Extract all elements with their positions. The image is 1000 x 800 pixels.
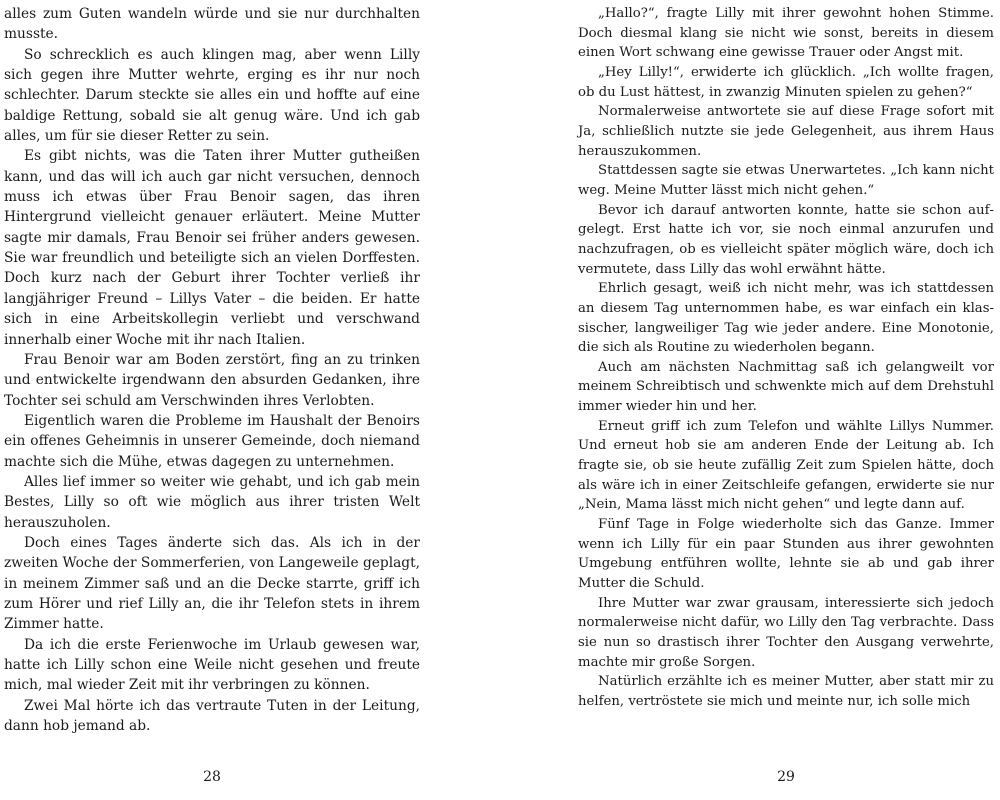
paragraph: Erneut griff ich zum Telefon und wählte Lillys Nummer. Und erneut hob sie am anderen Ende der Leitung ab. Ich fragte sie, ob sie heute zufällig Zeit zum Spielen hätte, doch als wäre ich in einer Zeitschleife gefangen, erwiderte sie nur „Nein, Mama lässt mich nicht gehen“ und legte dann auf. <box>578 418 994 513</box>
right-page-text <box>578 4 994 712</box>
paragraph: Normalerweise antwortete sie auf diese Frage sofort mit Ja, schließlich nutzte sie jede Gelegenheit, aus ihrem Haus herauszukommen. <box>578 104 994 159</box>
paragraph: Eigentlich waren die Probleme im Haushalt der Benoirs ein offenes Geheimnis in unserer Gemeinde, doch niemand machte sich die Mühe, etwas dagegen zu unternehmen. <box>4 412 420 470</box>
paragraph: „Hallo?“, fragte Lilly mit ihrer gewohnt hohen Stimme. Doch diesmal klang sie nicht wie sonst, bereits in diesem einen Wort schwang eine gewisse Trauer oder Angst mit. <box>578 6 994 61</box>
left-page <box>4 0 420 800</box>
paragraph: Doch eines Tages änderte sich das. Als ich in der zweiten Woche der Sommerferien, von Langeweile geplagt, in meinem Zimmer saß und an die Decke starrte, griff ich zum Hörer und rief Lilly an, die ihr Telefon stets in ihrem Zimmer hatte. <box>4 534 420 633</box>
paragraph: alles zum Guten wandeln würde und sie nur durchhalten musste. <box>4 6 420 43</box>
paragraph: Es gibt nichts, was die Taten ihrer Mutter gutheißen kann, und das will ich auch gar nicht versuchen, dennoch muss ich etwas über Frau Benoir sagen, das ihren Hintergrund vielleicht genauer erläutert. Meine Mutter sagte mir damals, Frau Benoir sei früher anders gewesen. Sie war freundlich und beteiligte sich an vielen Dorffesten. Doch kurz nach der Geburt ihrer Tochter verließ ihr langjähriger Freund – Lillys Vater – die beiden. Er hatte sich in eine Arbeitskollegin verliebt und verschwand innerhalb einer Woche mit ihr nach Italien. <box>4 148 420 348</box>
paragraph: Auch am nächsten Nachmittag saß ich gelangweilt vor meinem Schreibtisch und schwenkte mich auf dem Drehstuhl immer wieder hin und her. <box>578 359 994 415</box>
paragraph: Fünf Tage in Folge wiederholte sich das Ganze. Immer wenn ich Lilly für ein paar Stunden aus ihrer gewohnten Umgebung entführen wollte, lehnte sie ab und gab ihrer Mutter die Schuld. <box>578 517 994 592</box>
paragraph: So schrecklich es auch klingen mag, aber wenn Lilly sich gegen ihre Mutter wehrte, erging es ihr nur noch schlechter. Darum steckte sie alles ein und hoffte auf eine baldige Rettung, sobald sie alt genug wäre. Und ich gab alles, um für sie dieser Retter zu sein. <box>4 46 420 145</box>
page-number: 29 <box>777 769 795 785</box>
paragraph: Alles lief immer so weiter wie gehabt, und ich gab mein Bestes, Lilly so oft wie möglich aus ihrer tristen Welt herauszuholen. <box>4 473 420 531</box>
paragraph: Zwei Mal hörte ich das vertraute Tuten in der Leitung, dann hob jemand ab. <box>4 697 420 735</box>
paragraph: Bevor ich darauf antworten konnte, hatte sie schon aufgelegt. Erst hatte ich vor, sie noch einmal anzurufen und nachzufragen, ob es vielleicht später möglich wäre, doch ich vermutete, dass Lilly das wohl erwähnt hätte. <box>578 202 994 277</box>
paragraph: Frau Benoir war am Boden zerstört, fing an zu trinken und entwickelte irgendwann den absurden Gedanken, ihre Tochter sei schuld am Verschwinden ihres Verlobten. <box>4 351 420 409</box>
page-number: 28 <box>203 769 221 785</box>
left-page-text <box>4 4 420 736</box>
paragraph: Ihre Mutter war zwar grausam, interessierte sich jedoch normalerweise nicht dafür, wo Lilly den Tag verbrachte. Dass sie nun so drastisch ihrer Tochter den Ausgang verwehrte, machte mir große Sorgen. <box>578 595 994 670</box>
right-page <box>578 0 994 800</box>
paragraph: Ehrlich gesagt, weiß ich nicht mehr, was ich stattdessen an diesem Tag unternommen habe, es war einfach ein klassischer, langweiliger Tag wie jeder andere. Eine Monotonie, die sich als Routine zu wiederholen begann. <box>578 281 994 356</box>
paragraph: Stattdessen sagte sie etwas Unerwartetes. „Ich kann nicht weg. Meine Mutter lässt mich nicht gehen.“ <box>578 163 994 198</box>
paragraph: Natürlich erzählte ich es meiner Mutter, aber statt mir zu helfen, vertröstete sie mich und meinte nur, ich solle mich <box>578 674 994 709</box>
paragraph: Da ich die erste Ferienwoche im Urlaub gewesen war, hatte ich Lilly schon eine Weile nicht gesehen und freute mich, mal wieder Zeit mit ihr verbringen zu können. <box>4 636 420 694</box>
paragraph: „Hey Lilly!“, erwiderte ich glücklich. „Ich wollte fragen, ob du Lust hättest, in zwanzig Minuten spielen zu gehen?“ <box>578 64 994 100</box>
